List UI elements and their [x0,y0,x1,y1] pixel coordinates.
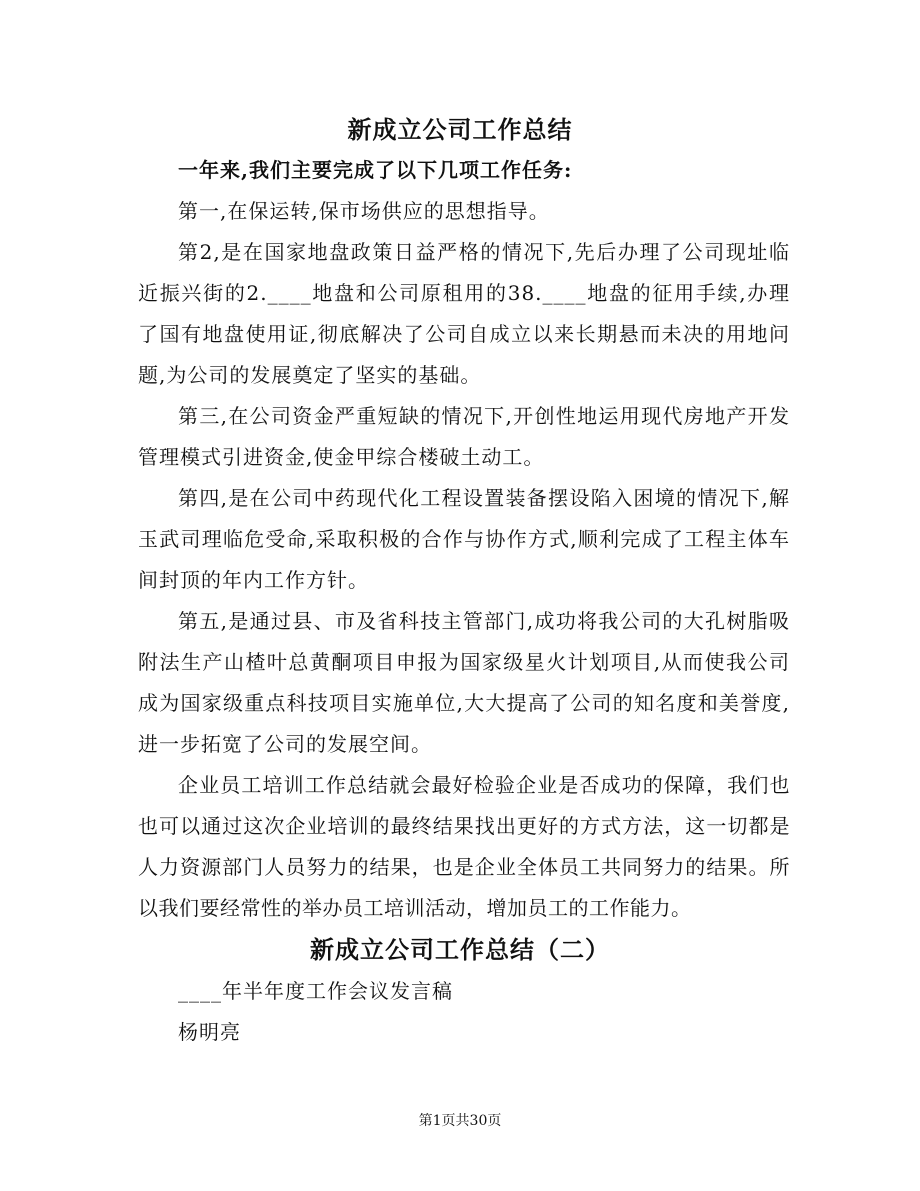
speech-title: ____年半年度工作会议发言稿 [178,979,453,1003]
page-number: 第1页共30页 [418,1113,502,1129]
paragraph-3: 第三,在公司资金严重短缺的情况下,开创性地运用现代房地产开发管理模式引进资金,使金甲综合楼破土动工。 [138,404,790,469]
paragraph-5: 第五,是通过县、市及省科技主管部门,成功将我公司的大孔树脂吸附法生产山楂叶总黄酮项目申报为国家级星火计划项目,从而使我公司成为国家级重点科技项目实施单位,大大提高了公司的知名度和美誉度,进一步拓宽了公司的发展空间。 [138,609,790,756]
section-title: 新成立公司工作总结（二） [310,935,610,964]
lead-paragraph: 一年来,我们主要完成了以下几项工作任务: [178,158,573,182]
paragraph-6: 企业员工培训工作总结就会最好检验企业是否成功的保障，我们也也可以通过这次企业培训的最终结果找出更好的方式方法，这一切都是人力资源部门人员努力的结果，也是企业全体员工共同努力的结果。所以我们要经常性的举办员工培训活动，增加员工的工作能力。 [138,773,790,920]
paragraph-1: 第一,在保运转,保市场供应的思想指导。 [178,199,550,223]
document-title: 新成立公司工作总结 [347,115,573,144]
author-name: 杨明亮 [178,1020,241,1044]
paragraph-4: 第四,是在公司中药现代化工程设置装备摆设陷入困境的情况下,解玉武司理临危受命,采取积极的合作与协作方式,顺利完成了工程主体车间封顶的年内工作方针。 [138,486,790,592]
paragraph-2: 第2,是在国家地盘政策日益严格的情况下,先后办理了公司现址临近振兴街的2.____地盘和公司原租用的38.____地盘的征用手续,办理了国有地盘使用证,彻底解决了公司自成立以来长期悬而未决的用地问题,为公司的发展奠定了坚实的基础。 [138,240,790,387]
